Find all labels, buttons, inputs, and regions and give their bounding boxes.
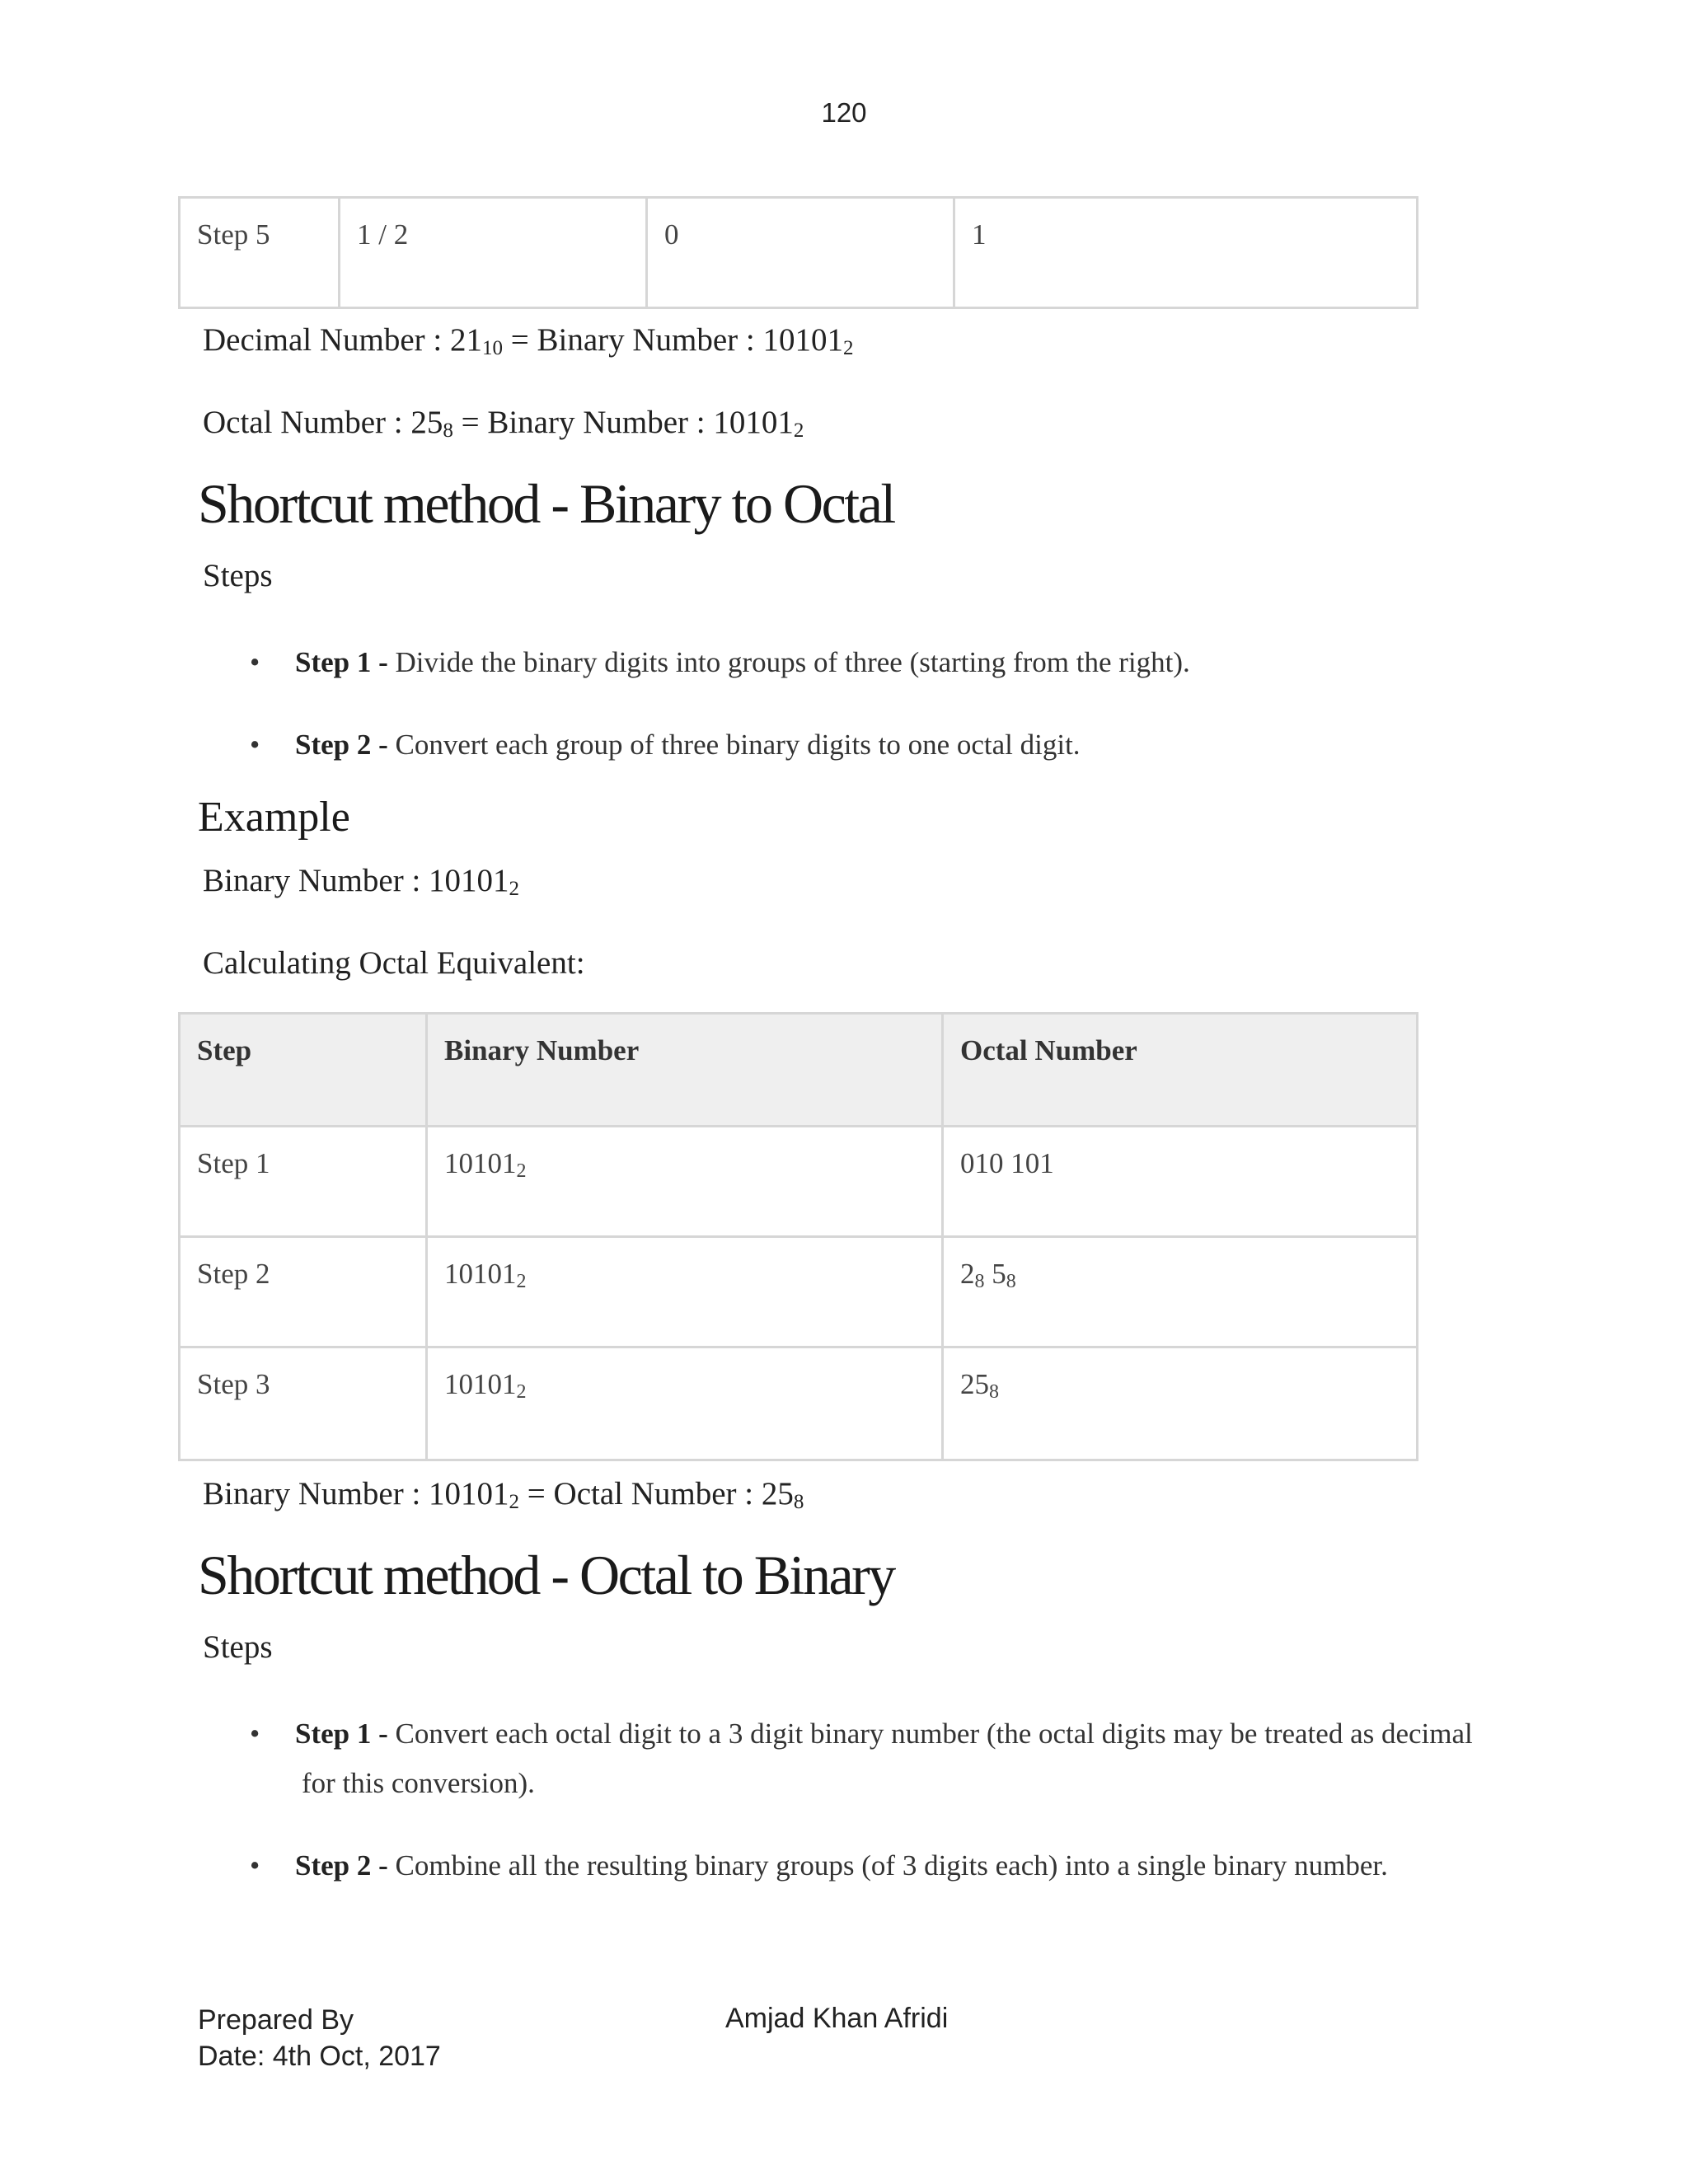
conversion-table xyxy=(178,1012,1418,1461)
table-cell: $10101_2$ xyxy=(427,1347,943,1460)
decimal-binary-result: Decimal Number : $21_{10}$ = Binary Number : $10101_2$ xyxy=(203,322,854,359)
table-cell: $10101_2$ xyxy=(427,1237,943,1347)
footer-author: Amjad Khan Afridi xyxy=(725,2003,949,2034)
page-number: 120 xyxy=(821,97,867,128)
list-item: • Step 1 - Divide the binary digits into groups of three (starting from the right). xyxy=(250,646,1190,678)
step5-table xyxy=(178,196,1418,309)
table-cell: Step 3 xyxy=(180,1347,427,1460)
column-header: Step xyxy=(180,1014,427,1127)
table-cell: Step 1 xyxy=(180,1127,427,1237)
footer-date: Date: 4th Oct, 2017 xyxy=(198,2041,441,2072)
binary-octal-result: Binary Number : $10101_2$ = Octal Number : $25_8$ xyxy=(203,1476,804,1513)
bullet-icon: • xyxy=(250,729,260,761)
bullet-icon: • xyxy=(250,646,260,678)
table-header-row xyxy=(180,1014,1418,1127)
table-row xyxy=(180,1347,1418,1460)
octal-binary-result: Octal Number : $25_8$ = Binary Number : $10101_2$ xyxy=(203,405,804,442)
column-header: Octal Number xyxy=(943,1014,1418,1127)
table-row xyxy=(180,1237,1418,1347)
table-row xyxy=(180,198,1418,308)
steps-label: Steps xyxy=(203,1629,273,1665)
example-heading: Example xyxy=(198,794,350,841)
table-cell: Step 2 xyxy=(180,1237,427,1347)
bullet-icon: • xyxy=(250,1849,260,1882)
list-item: • Step 1 - Convert each octal digit to a 3 digit binary number (the octal digits may be treated as decimal xyxy=(250,1718,1473,1750)
table-row xyxy=(180,1127,1418,1237)
steps-label: Steps xyxy=(203,558,273,593)
section-heading-octal-to-binary: Shortcut method - Octal to Binary xyxy=(198,1544,894,1606)
list-item: • Step 2 - Combine all the resulting binary groups (of 3 digits each) into a single binary number. xyxy=(250,1849,1388,1882)
list-item-continuation: for this conversion). xyxy=(302,1767,535,1799)
table-cell: $25_8$ xyxy=(943,1347,1418,1460)
table-cell: 1 / 2 xyxy=(340,198,647,308)
table-cell: $2_8$ $5_8$ xyxy=(943,1237,1418,1347)
list-item: • Step 2 - Convert each group of three binary digits to one octal digit. xyxy=(250,729,1081,761)
table-cell: Step 5 xyxy=(180,198,340,308)
table-cell: 0 xyxy=(647,198,954,308)
table-cell: $10101_2$ xyxy=(427,1127,943,1237)
bullet-icon: • xyxy=(250,1718,260,1750)
calculating-label: Calculating Octal Equivalent: xyxy=(203,945,585,981)
footer-prepared-by: Prepared By xyxy=(198,2004,354,2036)
table-cell: 1 xyxy=(954,198,1418,308)
table-cell: 010 101 xyxy=(943,1127,1418,1237)
section-heading-binary-to-octal: Shortcut method - Binary to Octal xyxy=(198,472,894,535)
column-header: Binary Number xyxy=(427,1014,943,1127)
example-binary-number: Binary Number : $10101_2$ xyxy=(203,863,520,900)
